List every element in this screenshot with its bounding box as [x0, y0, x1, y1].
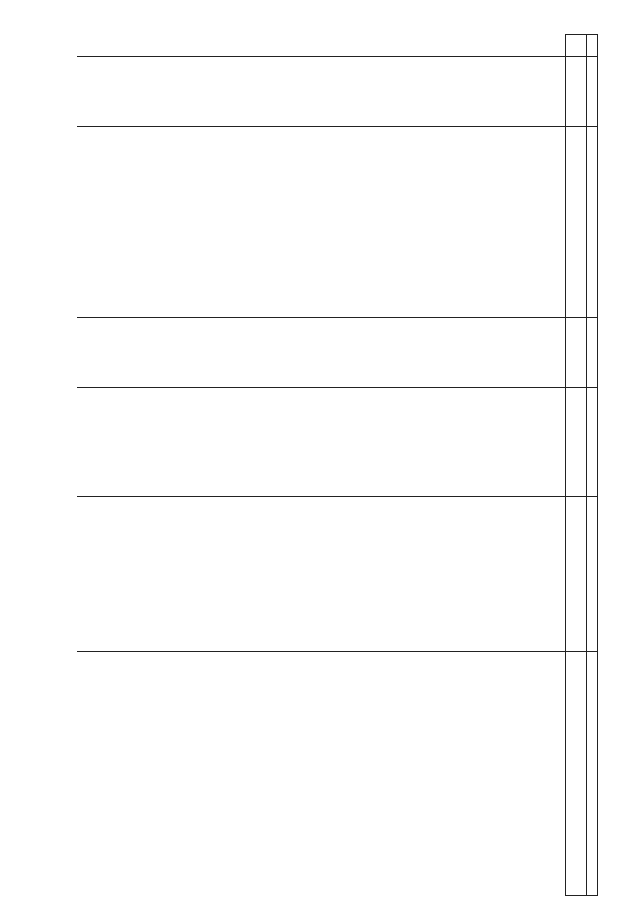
header-col-5 — [587, 388, 597, 497]
column-divider — [77, 126, 598, 127]
column-divider — [77, 56, 598, 57]
header-col-2 — [587, 57, 597, 127]
header-col-7 — [587, 652, 597, 897]
land-plots-table — [77, 34, 598, 896]
owner-cell — [566, 652, 586, 897]
table-row-continued — [565, 34, 586, 896]
column-divider — [77, 651, 598, 652]
header-col-4 — [587, 318, 597, 388]
table-header — [586, 34, 598, 896]
column-divider — [77, 496, 598, 497]
column-divider — [77, 387, 598, 388]
header-col-1 — [587, 35, 597, 57]
header-col-6 — [587, 497, 597, 652]
column-divider — [77, 317, 598, 318]
header-col-3 — [587, 127, 597, 318]
